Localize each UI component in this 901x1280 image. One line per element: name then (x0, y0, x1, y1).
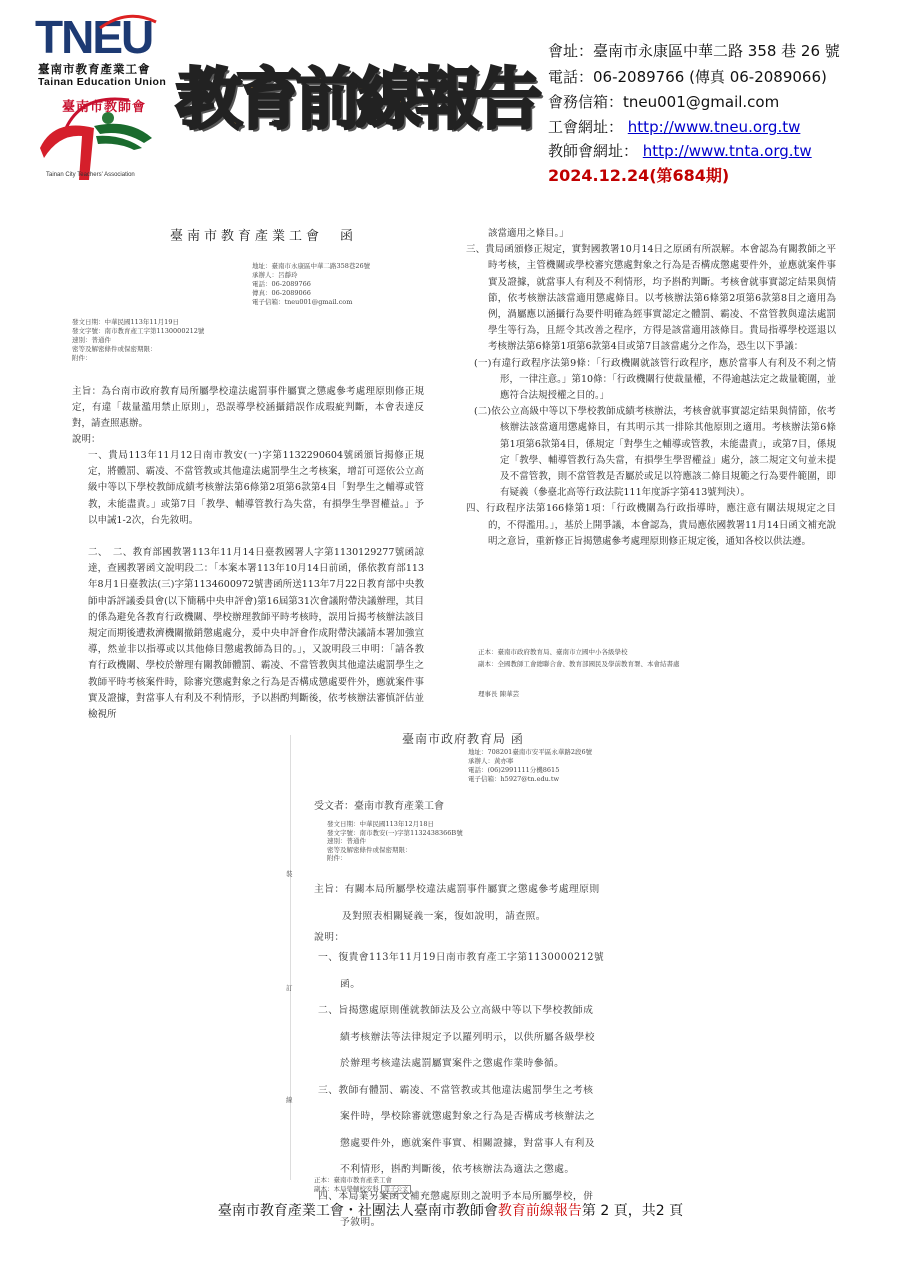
letter1-cc (478, 646, 680, 670)
cc-line-text: 副本：本局學輔校安科 (314, 1184, 379, 1193)
meta-line: 發文日期：中華民國113年12月18日 (327, 820, 434, 828)
letter2-recipient: 受文者：臺南市教育產業工會 (314, 801, 444, 812)
arc-icon (98, 12, 158, 30)
cc-line: 正本：臺南市政府教育局、臺南市立國中小各級學校 (478, 648, 628, 656)
union-name-en: Tainan Education Union (38, 76, 167, 88)
item-line: 案件時，學校除審就懲處對象之行為是否構成考核辦法之 (340, 1111, 595, 1122)
meta-line: 速別：普通件 (327, 837, 366, 846)
subject-line: 及對照表相關疑義一案，復如說明，請查照。 (342, 910, 546, 922)
letter1-explain-label: 說明： (72, 434, 101, 445)
e-document-stamp: 電子公文 (381, 1185, 411, 1194)
letter1-subject: 主旨：為台南市政府教育局所屬學校違法處罰事件屬實之懲處參考處理原則修正規定，有違「裁量濫用禁止原則」，恐誤導學校涵攝錯誤作成瑕疵判斷，本會表達反對，請查照惠辦。 (72, 386, 424, 430)
email: 會務信箱：tneu001@gmail.com (548, 93, 780, 111)
sender-line: 電子信箱：tneu001@gmail.com (252, 298, 353, 306)
item-line: 四、本局業另案函文補充懲處原則之說明予本局所屬學校，併 (318, 1190, 594, 1202)
right-col-para: 四、行政程序法第166條第1項：「行政機關為行政指導時，應注意有關法規規定之目的，不得濫用。」，基於上開爭議，本會認為，貴局應依國教署11月14日函文補充說明之意旨，重新修正旨揭懲處參考處理原則修正規定後，通知各校以供法遵。 (466, 503, 836, 547)
letter1-item2: 二、 二、教育部國教署113年11月14日臺教國署人字第1130129277號函諒達，查國教署函文說明段二：「本案本署113年10月14日前函，係依教育部113年8月1日臺教法(三)字第1134600972號書函所送113年7月22日教育部中央教師申訴評議委員會(以下簡稱中央申評會)第16屆第31次會議附帶決議辦理，其目的係為避免各教育行政機關、學校辦理教師平時考核時，誤用旨揭考核辦法該目規定而期後遭救濟機關撤銷懲處處分，爰中央申評會作成附帶決議請本署加強宣導，然並非以指導或以其他條目懲處教師為目的。」，又說明段三申明：「請各教育行政機關、學校於辦理有關教師體罰、霸凌、不當管教與其他違法處罰學生之教師平時考核案件時，除審究懲處對象之行為是否構成懲處要件外，應就案件事實及證據，對當事人有利及不利情形，予以斟酌判斷後，依考核辦法審慎評估並檢視所 (88, 547, 424, 721)
sender-line: 電子信箱：h5927@tn.edu.tw (468, 775, 560, 783)
footer-publication: 教育前線報告 (497, 1203, 582, 1219)
meta-line: 密等及解密條件或保密期限： (72, 345, 157, 353)
item-line: 三、教師有體罰、霸凌、不當管教或其他違法處罰學生之考核 (318, 1084, 594, 1096)
address: 會址：臺南市永康區中華二路 358 巷 26 號 (548, 42, 840, 60)
cc-line (314, 1185, 411, 1195)
letter1-meta (72, 318, 204, 363)
footer-org: 臺南市教育產業工會・社團法人臺南市教師會 (217, 1203, 498, 1219)
fold-line (290, 735, 291, 1180)
issue-date: 2024.12.24(第684期) (548, 166, 730, 185)
right-col-para: 三、貴局函頒修正規定，實對國教署10月14日之原函有所誤解。本會認為有關教師之平時考核，主管機關或學校審究懲處對象之行為是否構成懲處要件外，並應就案件事實及證據，就當事人有利及不利情形，均予斟酌判斷。考核會就事實認定結果與情節，依考核辦法該當適用懲處條目。以考核辦法第6條第2項第6款第8目之適用為例，渦屬應以涵攝行為要件明確為經事實認定之體罰、霸凌、不當管教與違法處罰學生等行為，且經令其改善之程序，方得是該當適用該條目。貴局指導學校逕退以考核辦法第6條第1項第6款第4目或第7目該當處分之作為，恐生以下爭議： (466, 244, 836, 353)
meta-line: 發文字號：南市教安(一)字第1132438366B號 (327, 828, 463, 837)
letter2-meta (327, 820, 463, 863)
letter2-explain-label: 說明： (314, 932, 345, 943)
footer-page: 第 2 頁，共2 頁 (581, 1203, 684, 1219)
letter1-item1: 一、貴局113年11月12日南市教安(一)字第1132290604號函頒旨揭修正規定，將體罰、霸凌、不當管教或其他違法處罰學生之考核案，增訂可逕依公立高級中等以下學校教師成績考核辦法第6條第2項第6款第4目「對學生之輔導或管教，未能盡責。」或第7目「教學、輔導管教行為失當，有損學生學習權益。」予以申誡1-2次，台先敘明。 (88, 450, 424, 526)
letter1-title: 臺南市教育產業工會 函 (170, 229, 358, 244)
union-website (548, 116, 800, 138)
union-name-cn: 臺南市教育產業工會 (38, 62, 151, 76)
sender-line: 傳真：06-2089066 (252, 289, 311, 297)
tta-logo (34, 88, 169, 183)
union-website-link[interactable]: http://www.tneu.org.tw (627, 118, 801, 136)
right-col-para: (一)有違行政程序法第9條：「行政機關就該管行政程序，應於當事人有利及不利之情形，一律注意。」第10條：「行政機關行使裁量權，不得逾越法定之裁量範圍，並應符合法規授權之目的。」 (474, 357, 836, 402)
meta-line: 附件： (72, 354, 92, 362)
meta-line: 發文日期：中華民國113年11月19日 (72, 318, 179, 326)
tta-name-en: Tainan City Teachers' Association (46, 172, 135, 178)
meta-line: 發文字號：南市教育產工字第1130000212號 (72, 327, 205, 335)
cc-line: 正本：臺南市教育產業工會 (314, 1176, 392, 1184)
tta-website-link[interactable]: http://www.tnta.org.tw (642, 142, 812, 160)
item-line: 二、旨揭懲處原則僅就教師法及公立高級中等以下學校教師成 (318, 1005, 594, 1016)
meta-line: 速別：普通件 (72, 336, 111, 344)
sender-line: 地址：臺南市永康區中華二路358巷26號 (252, 262, 371, 270)
page-footer (0, 1200, 901, 1220)
meta-line: 附件： (327, 854, 347, 863)
sender-line: 電話：06-2089766 (252, 280, 311, 288)
item-line: 函。 (340, 978, 361, 990)
letter1-sender-info (252, 262, 370, 307)
sender-line: 承辦人：黃亦寧 (468, 757, 514, 765)
masthead (176, 50, 536, 170)
fold-mark: 裝 (286, 870, 293, 878)
fold-mark: 線 (286, 1096, 293, 1104)
tta-website (548, 140, 812, 162)
tneu-logo-arc (98, 12, 158, 30)
fold-mark: 訂 (286, 984, 293, 992)
masthead-title: 教育前線報告 (176, 61, 536, 138)
item-line: 懲處要件外，應就案件事實、相關證據，對當事人有利及 (340, 1137, 595, 1149)
item-line: 予敘明。 (340, 1217, 381, 1228)
tta-website-label: 教師會網址： (548, 142, 639, 160)
subject-line: 主旨：有關本局所屬學校違法處罰事件屬實之懲處參考處理原則 (314, 884, 600, 895)
item-line: 於辦理考核違法處罰屬實案件之懲處作業時參循。 (340, 1058, 565, 1069)
item-line: 不利情形，斟酌判斷後，依考核辦法為適法之懲處。 (340, 1164, 575, 1175)
tneu-logo-text: TNEU (35, 11, 153, 63)
sender-line: 地址：708201臺南市安平區永華路2段6號 (468, 748, 593, 756)
right-col-para: 該當適用之條目。」 (488, 228, 569, 239)
right-col-para: (二)依公立高級中等以下學校教師成績考核辦法，考核會就事實認定結果與情節，依考核辦法該當適用懲處條目，有其明示其一排除其他原則之適用。考核辦法第6條第1項第6款第4目，係規定「對學生之輔導或管教，未能盡責」，或第7目，係規定「教學、輔導管教行為失當，有損學生學習權益」處分，該二規定文句並未提及不當管教，則不當管教是否屬於或足以符應該二條目規範之行為要件範圍，即有疑義（參臺北高等行政法院111年度訴字第413號判決）。 (474, 406, 836, 499)
cc-line: 副本：全國教師工會總聯合會、教育部國民及學前教育署、本會結書處 (478, 660, 680, 668)
phone: 電話：06-2089766 (傳真 06-2089066) (548, 68, 827, 86)
meta-line: 密等及解密條件或保密期限： (327, 845, 412, 854)
sender-line: 電話：(06)2991111分機8615 (468, 766, 560, 774)
letter2-title: 臺南市政府教育局 函 (402, 732, 524, 746)
item-line: 一、復貴會113年11月19日南市教育產工字第1130000212號 (318, 952, 605, 963)
union-website-label: 工會網址： (548, 118, 624, 136)
letter2-cc (314, 1176, 411, 1194)
item-line: 績考核辦法等法律規定予以羅列明示，以供所屬各級學校 (340, 1031, 595, 1043)
sender-line: 承辦人：呂靜玲 (252, 271, 298, 279)
letter2-sender-info (468, 748, 592, 784)
letter2-subject (314, 877, 600, 930)
tta-name-cn: 臺南市教師會 (62, 100, 147, 115)
letter1-signature: 理事長 陳華芸 (478, 690, 520, 698)
letter1-right-column (466, 226, 836, 550)
